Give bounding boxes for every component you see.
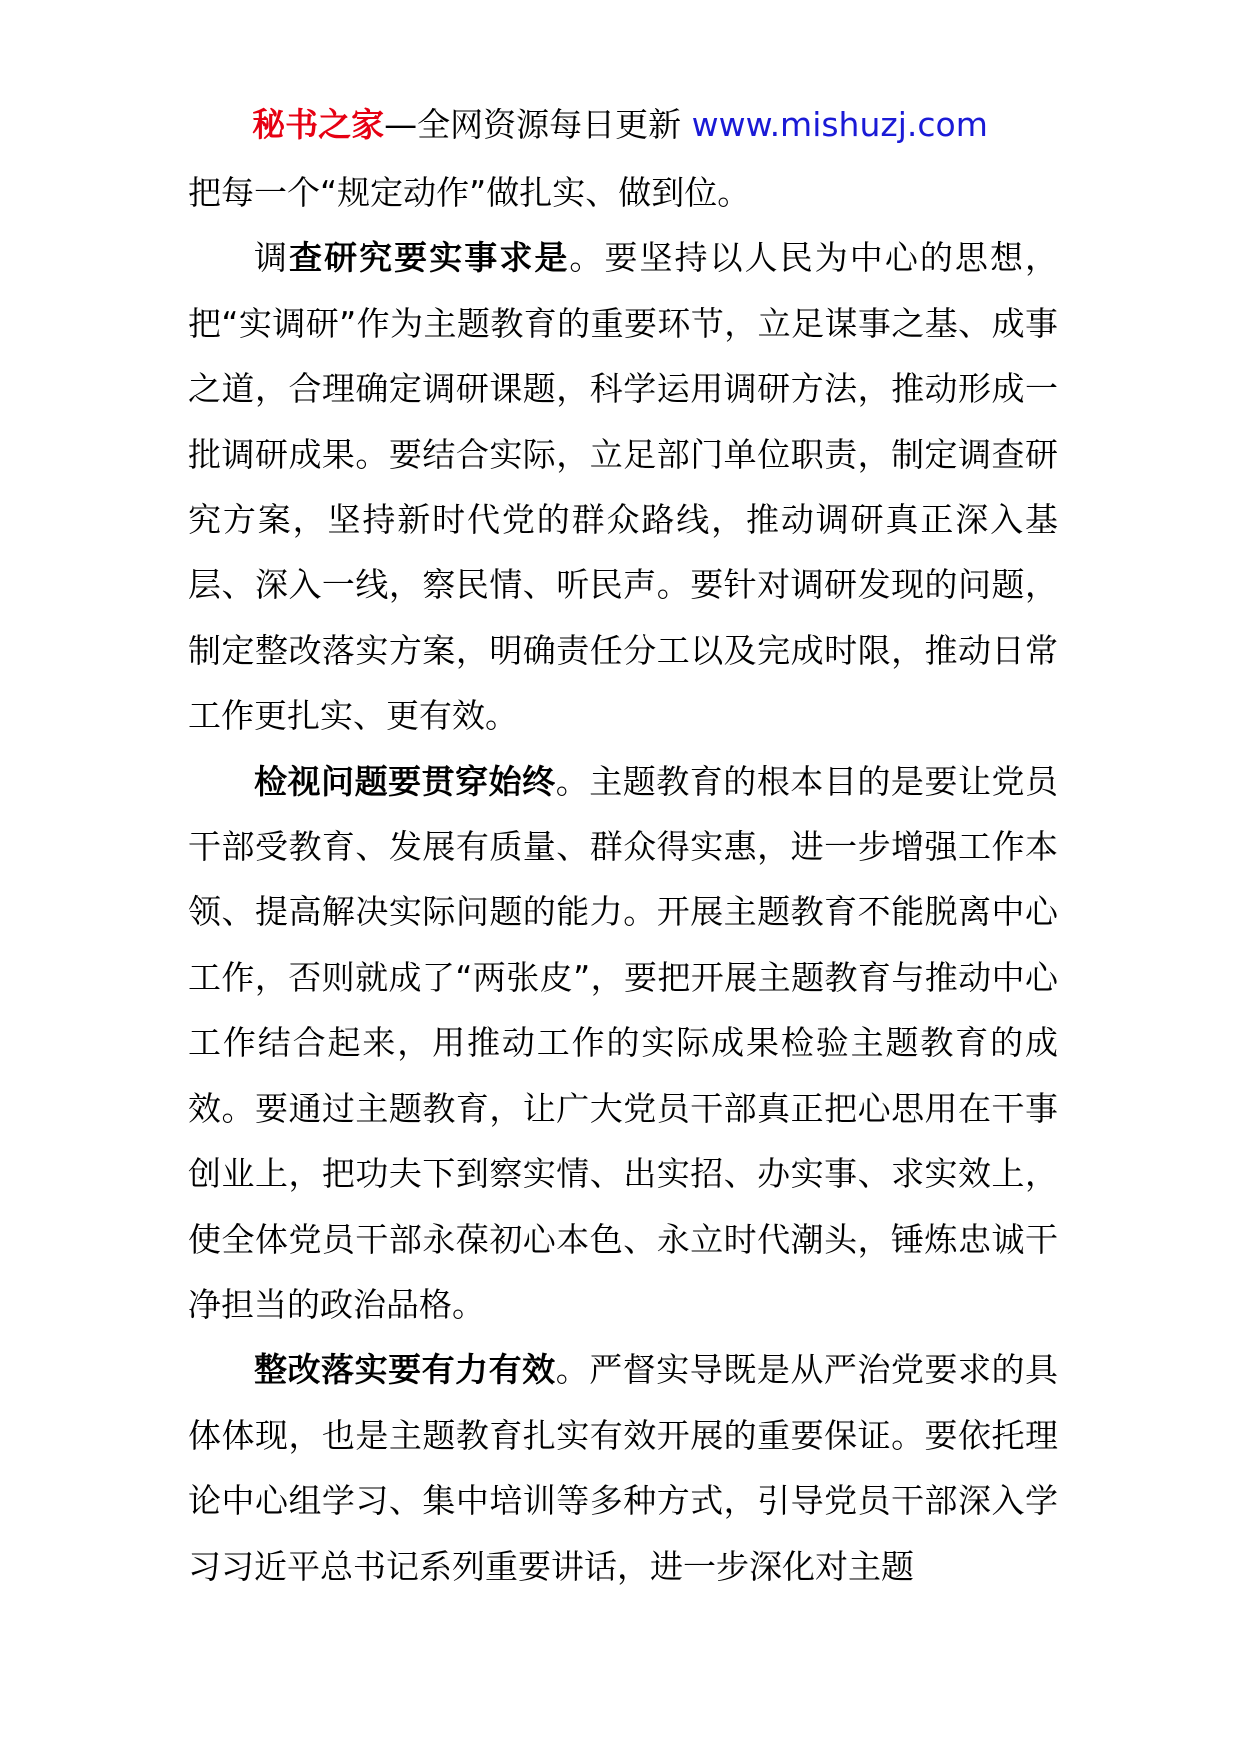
paragraph-research <box>188 225 1058 748</box>
page-header <box>0 98 1240 152</box>
paragraph-text: 。主题教育的根本目的是要让党员干部受教育、发展有质量、群众得实惠，进一步增强工作本领、提高解决实际问题的能力。开展主题教育不能脱离中心工作，否则就成了“两张皮”，要把开展主题教育与推动中心工作结合起来，用推动工作的实际成果检验主题教育的成效。要通过主题教育，让广大党员干部真正把心思用在干事创业上，把功夫下到察实情、出实招、办实事、求实效上，使全体党员干部永葆初心本色、永立时代潮头，锤炼忠诚干净担当的政治品格。 <box>188 761 1059 1324</box>
paragraph-text: 把每一个“规定动作”做扎实、做到位。 <box>188 173 751 212</box>
paragraph-text: 。要坚持以人民为中心的思想，把“实调研”作为主题教育的重要环节，立足谋事之基、成事之道，合理确定调研课题，科学运用调研方法，推动形成一批调研成果。要结合实际，立足部门单位职责，制定调查研究方案，坚持新时代党的群众路线，推动调研真正深入基层、深入一线，察民情、听民声。要针对调研发现的问题，制定整改落实方案，明确责任分工以及完成时限，推动日常工作更扎实、更有效。 <box>188 238 1059 736</box>
paragraph-lead-heading: 查研究要实事求是 <box>289 238 570 278</box>
paragraph-inspection <box>188 749 1058 1338</box>
site-url-link[interactable]: www.mishuzj.com <box>691 105 988 144</box>
document-body <box>188 160 1058 1599</box>
header-tagline: —全网资源每日更新 <box>384 105 692 144</box>
paragraph-lead-heading: 检视问题要贯穿始终 <box>254 761 556 801</box>
paragraph-text: 。严督实导既是从严治党要求的具体体现，也是主题教育扎实有效开展的重要保证。要依托理论中心组学习、集中培训等多种方式，引导党员干部深入学习习近平总书记系列重要讲话，进一步深化对主题 <box>188 1350 1059 1586</box>
paragraph-rectification <box>188 1337 1058 1599</box>
brand-name: 秘书之家 <box>252 105 385 144</box>
paragraph-lead-heading: 整改落实要有力有效 <box>254 1350 556 1390</box>
paragraph-prefix: 调 <box>254 238 290 278</box>
paragraph-continuation <box>188 160 1058 225</box>
